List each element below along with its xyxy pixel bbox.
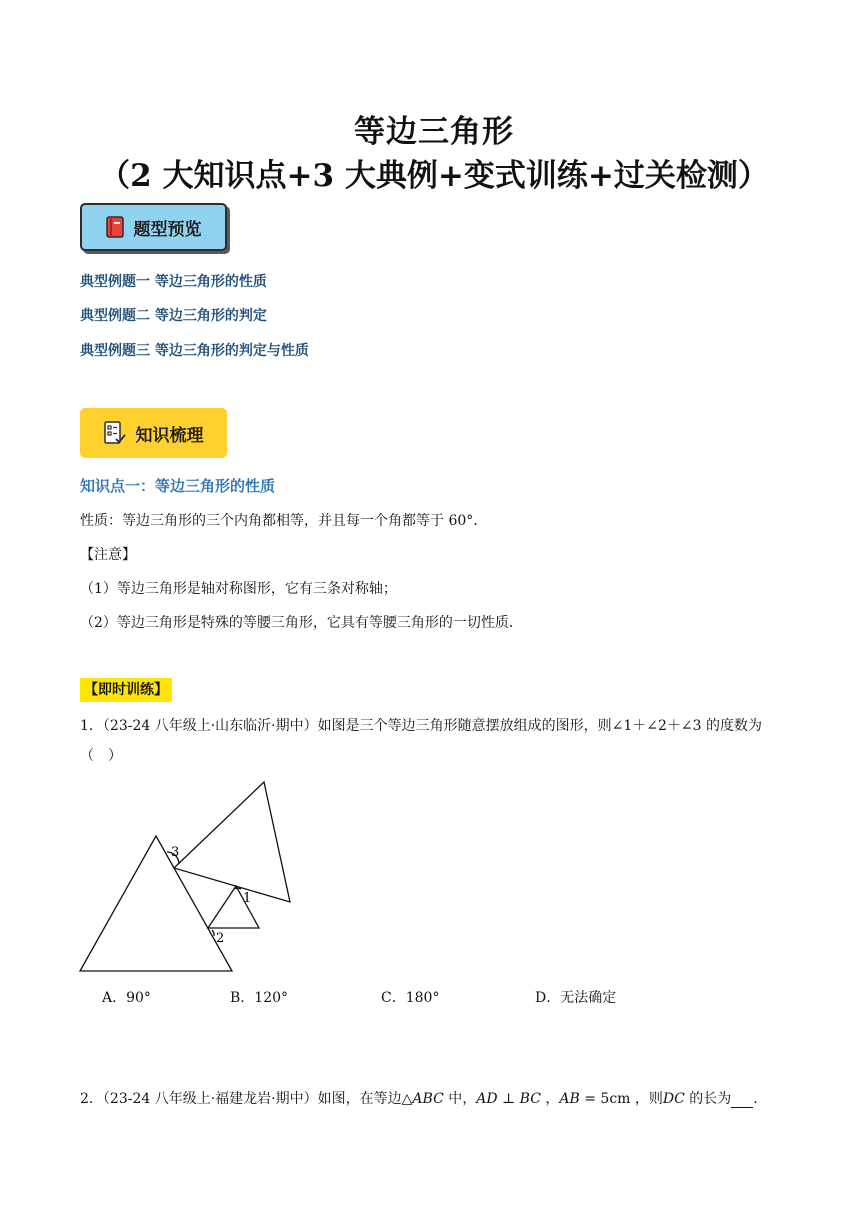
toc-item-3[interactable]: 典型例题三 等边三角形的判定与性质 xyxy=(80,343,309,359)
q2-end: ． xyxy=(753,1091,768,1107)
q2-segment-dc: DC xyxy=(662,1091,685,1107)
note-1: （1）等边三角形是轴对称图形，它有三条对称轴； xyxy=(80,581,397,597)
angle-label-2: 2 xyxy=(216,931,225,946)
upper-right-triangle xyxy=(174,782,290,902)
angle-label-1: 1 xyxy=(243,891,252,906)
preview-badge-label: 题型预览 xyxy=(133,219,202,240)
answer-blank[interactable] xyxy=(731,1093,753,1108)
training-label: 【即时训练】 xyxy=(80,678,172,702)
preview-badge xyxy=(80,203,227,251)
q2-segment-ab: AB xyxy=(559,1091,580,1107)
knowledge-badge xyxy=(80,408,227,458)
large-left-triangle xyxy=(80,836,232,971)
q2-text-2: ， xyxy=(540,1091,560,1107)
q2-segment-ad: AD xyxy=(476,1091,498,1107)
question-1-text: 1．（23-24 八年级上·山东临沂·期中）如图是三个等边三角形随意摆放组成的图形，则∠1＋∠2＋∠3 的度数为（ ） xyxy=(80,718,762,764)
note-label: 【注意】 xyxy=(80,547,136,563)
q2-text-4: 的长为 xyxy=(684,1091,732,1107)
q2-length: = 5cm xyxy=(579,1091,631,1107)
triangles-figure xyxy=(76,776,296,976)
knowledge-badge-label: 知识梳理 xyxy=(135,425,204,446)
note-2: （2）等边三角形是特殊的等腰三角形，它具有等腰三角形的一切性质． xyxy=(80,615,523,631)
angle-label-3: 3 xyxy=(171,845,180,860)
q2-prefix: 2．（23-24 八年级上·福建龙岩·期中）如图，在等边 xyxy=(80,1091,402,1107)
knowledge-point-title: 知识点一：等边三角形的性质 xyxy=(80,477,276,495)
option-c[interactable]: C．180° xyxy=(381,990,440,1006)
small-middle-triangle xyxy=(208,886,259,928)
option-a[interactable]: A．90° xyxy=(102,990,151,1006)
q2-segment-bc: BC xyxy=(519,1091,541,1107)
toc-item-1[interactable]: 典型例题一 等边三角形的性质 xyxy=(80,274,267,290)
q2-text-1: 中， xyxy=(443,1091,477,1107)
property-text: 性质：等边三角形的三个内角都相等，并且每一个角都等于 60°． xyxy=(80,513,488,529)
q2-triangle-name: ABC xyxy=(412,1091,444,1107)
option-b[interactable]: B．120° xyxy=(230,990,289,1006)
q2-perp-symbol: ⊥ xyxy=(497,1091,520,1107)
toc-item-2[interactable]: 典型例题二 等边三角形的判定 xyxy=(80,308,267,324)
page-title: 等边三角形 xyxy=(354,114,514,150)
page-subtitle: （2 大知识点+3 大典例+变式训练+过关检测） xyxy=(99,158,769,194)
book-icon xyxy=(106,216,124,238)
option-d[interactable]: D．无法确定 xyxy=(535,990,617,1006)
checklist-icon xyxy=(104,421,126,445)
q2-triangle-symbol: △ xyxy=(401,1091,413,1107)
q2-text-3: ，则 xyxy=(630,1091,663,1107)
question-2-text xyxy=(80,1088,767,1108)
